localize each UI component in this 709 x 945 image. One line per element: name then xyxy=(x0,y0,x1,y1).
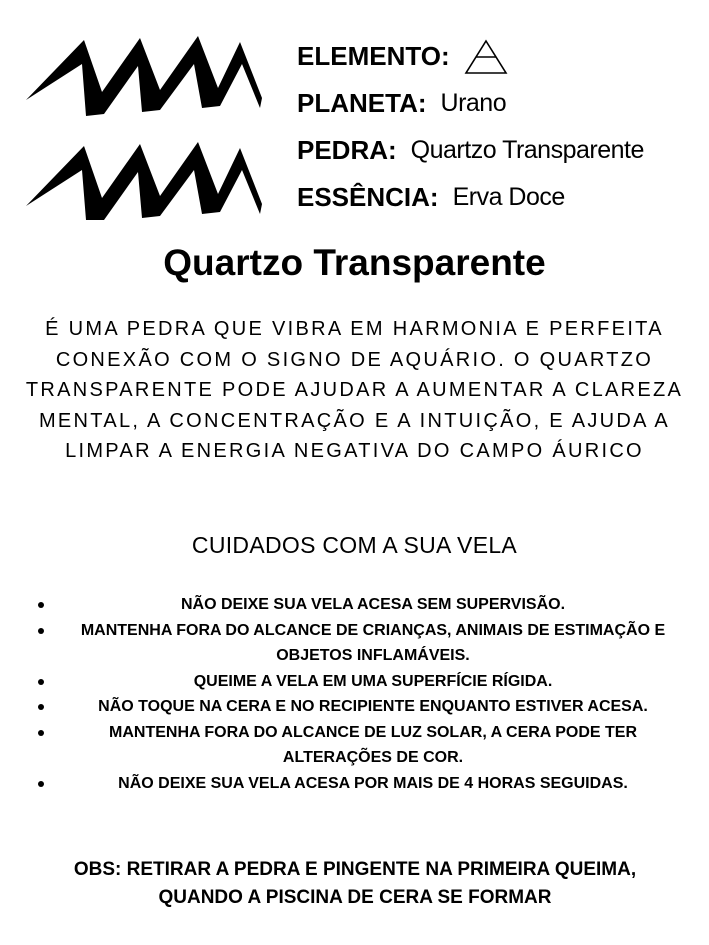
elemento-label: ELEMENTO: xyxy=(297,41,450,71)
care-item xyxy=(34,694,686,720)
bullet-icon xyxy=(38,704,44,710)
obs-note: OBS: RETIRAR A PEDRA E PINGENTE NA PRIMEIRA QUEIMA, QUANDO A PISCINA DE CERA SE FORMAR xyxy=(73,859,637,908)
pedra-label: PEDRA: xyxy=(297,135,397,165)
essencia-label: ESSÊNCIA: xyxy=(297,182,439,212)
care-item-text: NÃO DEIXE SUA VELA ACESA POR MAIS DE 4 HORAS SEGUIDAS. xyxy=(118,774,628,792)
air-element-triangle-icon xyxy=(464,39,508,75)
care-item xyxy=(34,669,686,695)
care-item-text: NÃO DEIXE SUA VELA ACESA SEM SUPERVISÃO. xyxy=(180,596,566,613)
care-item-text: MANTENHA FORA DO ALCANCE DE LUZ SOLAR, A CERA PODE TER ALTERAÇÕES DE COR. xyxy=(109,723,637,766)
care-item xyxy=(34,771,686,797)
bullet-icon xyxy=(38,679,44,685)
info-row-pedra xyxy=(297,127,697,174)
care-section-title: CUIDADOS COM A SUA VELA xyxy=(191,532,518,558)
care-item-text: NÃO TOQUE NA CERA E NO RECIPIENTE ENQUANTO ESTIVER ACESA. xyxy=(98,698,648,715)
planeta-label: PLANETA: xyxy=(297,88,427,118)
essencia-value: Erva Doce xyxy=(452,183,565,211)
bullet-icon xyxy=(38,781,44,787)
info-row-planeta xyxy=(297,80,697,127)
aquarius-symbol-icon xyxy=(22,30,277,220)
info-row-essencia xyxy=(297,174,697,221)
info-row-elemento xyxy=(297,33,697,80)
sign-info xyxy=(297,33,697,221)
bullet-icon xyxy=(38,730,44,736)
stone-description: É UMA PEDRA QUE VIBRA EM HARMONIA E PERFEITA CONEXÃO COM O SIGNO DE AQUÁRIO. O QUARTZO TRANSPARENTE PODE AJUDAR A AUMENTAR A CLAREZA MENTAL, A CONCENTRAÇÃO E A INTUIÇÃO, E AJUDA A LIMPAR A ENERGIA NEGATIVA DO CAMPO ÁURICO xyxy=(25,318,684,462)
stone-title: Quartzo Transparente xyxy=(163,242,546,283)
care-item xyxy=(34,618,686,669)
care-item xyxy=(34,720,686,771)
care-list xyxy=(34,592,686,796)
pedra-value: Quartzo Transparente xyxy=(410,136,644,164)
bullet-icon xyxy=(38,628,44,634)
care-item xyxy=(34,592,686,618)
planeta-value: Urano xyxy=(440,89,507,117)
bullet-icon xyxy=(38,602,44,608)
care-item-text: MANTENHA FORA DO ALCANCE DE CRIANÇAS, ANIMAIS DE ESTIMAÇÃO E OBJETOS INFLAMÁVEIS. xyxy=(80,621,666,664)
care-item-text: QUEIME A VELA EM UMA SUPERFÍCIE RÍGIDA. xyxy=(193,672,553,690)
